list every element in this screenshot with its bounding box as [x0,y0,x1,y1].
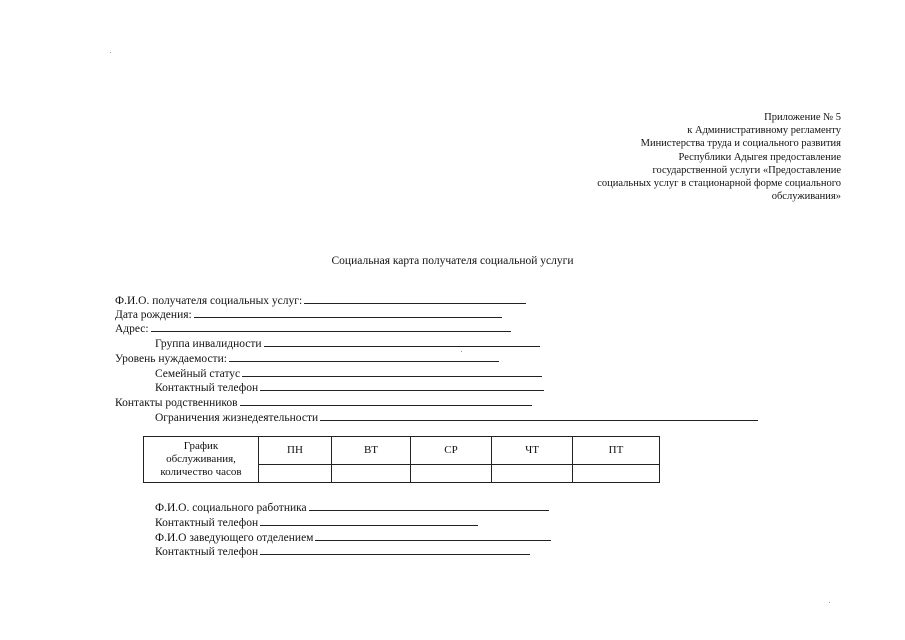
appendix-line: к Административному регламенту [687,125,841,137]
head-of-department-label: Ф.И.О заведующего отделением [155,532,314,544]
disability-group-blank[interactable] [264,335,540,347]
schedule-header-line: количество часов [160,466,242,478]
day-header-thu: ЧТ [492,437,573,465]
day-header-wed: СР [411,437,492,465]
schedule-header-line: обслуживания, [166,453,236,465]
day-header-tue: ВТ [332,437,411,465]
life-limitations-label: Ограничения жизнедеятельности [155,412,319,424]
scan-speck [461,351,462,352]
contact-phone-label: Контактный телефон [155,382,259,394]
need-level-blank[interactable] [229,350,499,362]
family-status-blank[interactable] [242,365,542,377]
schedule-header-line: График [183,440,219,452]
address-field [115,320,511,336]
schedule-table [143,436,660,483]
scan-speck [110,52,111,53]
head-phone-label: Контактный телефон [155,546,259,558]
document-title: Социальная карта получателя социальной услуги [331,255,574,267]
head-of-department-blank[interactable] [315,529,551,541]
social-worker-blank[interactable] [309,499,549,511]
relatives-contacts-field [115,394,532,410]
need-level-field [115,350,499,366]
hours-cell-mon[interactable] [259,464,332,482]
appendix-line: обслуживания» [771,191,841,203]
appendix-line: Министерства труда и социального развития [640,138,841,150]
day-header-fri: ПТ [573,437,660,465]
fio-label: Ф.И.О. получателя социальных услуг: [115,295,303,307]
social-worker-field [155,499,549,515]
social-worker-phone-field [155,514,478,530]
social-worker-phone-label: Контактный телефон [155,517,259,529]
address-blank[interactable] [151,320,511,332]
hours-cell-fri[interactable] [573,464,660,482]
family-status-label: Семейный статус [155,368,241,380]
head-phone-field [155,543,530,559]
relatives-contacts-label: Контакты родственников [115,397,238,409]
relatives-contacts-blank[interactable] [240,394,532,406]
birth-date-label: Дата рождения: [115,309,192,321]
life-limitations-field [155,409,758,425]
head-phone-blank[interactable] [260,543,530,555]
disability-group-label: Группа инвалидности [155,338,262,350]
hours-cell-wed[interactable] [411,464,492,482]
appendix-line: социальных услуг в стационарной форме социального [597,178,841,190]
appendix-line: государственной услуги «Предоставление [652,164,841,176]
hours-cell-tue[interactable] [332,464,411,482]
contact-phone-field [155,379,544,395]
address-label: Адрес: [115,323,149,335]
social-worker-phone-blank[interactable] [260,514,478,526]
appendix-header [521,111,841,203]
day-header-mon: ПН [259,437,332,465]
hours-cell-thu[interactable] [492,464,573,482]
appendix-line: Республики Адыгея предоставление [678,151,841,163]
table-row [144,437,660,465]
schedule-header-cell [144,437,259,483]
social-worker-label: Ф.И.О. социального работника [155,502,307,514]
fio-blank[interactable] [304,292,526,304]
contact-phone-blank[interactable] [260,379,544,391]
appendix-line: Приложение № 5 [764,112,841,123]
scan-speck [829,602,830,603]
birth-date-blank[interactable] [194,306,502,318]
life-limitations-blank[interactable] [320,409,758,421]
need-level-label: Уровень нуждаемости: [115,353,227,365]
disability-group-field [155,335,540,351]
